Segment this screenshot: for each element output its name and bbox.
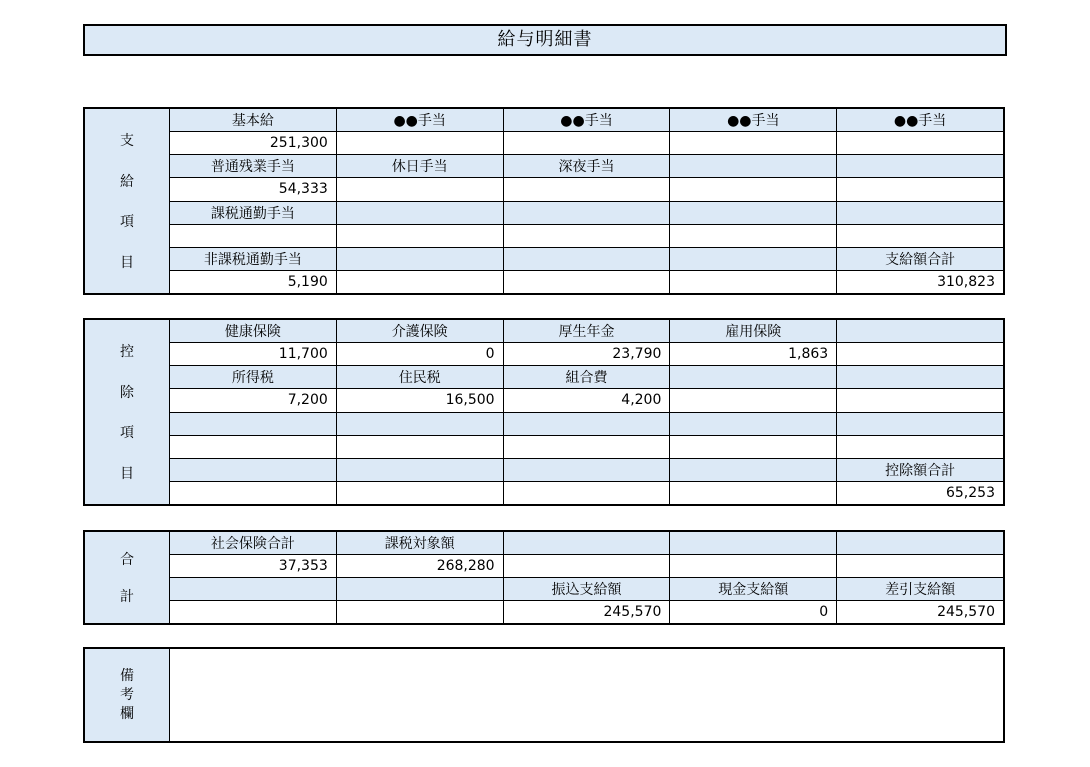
item-label: [336, 578, 503, 600]
totals-side-label: [85, 532, 170, 623]
item-value[interactable]: [336, 225, 503, 247]
item-value[interactable]: [336, 178, 503, 200]
item-label: [336, 459, 503, 481]
item-value[interactable]: [336, 271, 503, 293]
item-label: 差引支給額: [836, 578, 1003, 600]
value-row: [170, 600, 1003, 623]
item-label: 振込支給額: [503, 578, 670, 600]
item-label: 社会保険合計: [170, 532, 336, 554]
item-value[interactable]: 54,333: [170, 178, 336, 200]
side-char: 備: [120, 667, 134, 684]
item-value[interactable]: [503, 482, 670, 504]
side-char: 支: [120, 132, 134, 149]
side-char: 控: [120, 343, 134, 360]
item-value[interactable]: 310,823: [836, 271, 1003, 293]
item-label: [503, 202, 670, 224]
document-title: 給与明細書: [83, 24, 1007, 56]
item-value[interactable]: [336, 482, 503, 504]
item-label: 支給額合計: [836, 248, 1003, 270]
item-value[interactable]: [336, 132, 503, 154]
item-label: ●●手当: [336, 109, 503, 131]
item-label: 住民税: [336, 366, 503, 388]
side-char: 給: [120, 173, 134, 190]
item-value[interactable]: 245,570: [836, 601, 1003, 623]
totals-grid: [170, 532, 1003, 623]
item-value[interactable]: [669, 482, 836, 504]
value-row: [170, 554, 1003, 577]
item-label: 現金支給額: [669, 578, 836, 600]
item-value[interactable]: [836, 436, 1003, 458]
item-value[interactable]: [669, 225, 836, 247]
deductions-section: [83, 318, 1005, 506]
label-row: [170, 247, 1003, 270]
item-value[interactable]: [836, 389, 1003, 411]
item-label: [836, 202, 1003, 224]
item-value[interactable]: [336, 436, 503, 458]
remarks-side-label: [85, 649, 170, 741]
item-value[interactable]: [669, 436, 836, 458]
side-char: 欄: [120, 705, 134, 722]
item-value[interactable]: [669, 271, 836, 293]
item-value[interactable]: 268,280: [336, 555, 503, 577]
item-label: 基本給: [170, 109, 336, 131]
side-char: 目: [120, 466, 134, 483]
label-row: [170, 365, 1003, 388]
value-row: [170, 131, 1003, 154]
side-char: 考: [120, 686, 134, 703]
item-value[interactable]: 16,500: [336, 389, 503, 411]
item-label: [836, 532, 1003, 554]
item-label: 非課税通勤手当: [170, 248, 336, 270]
value-row: [170, 388, 1003, 411]
item-value[interactable]: [503, 271, 670, 293]
item-label: [503, 413, 670, 435]
item-value[interactable]: 65,253: [836, 482, 1003, 504]
item-value[interactable]: 11,700: [170, 343, 336, 365]
item-value[interactable]: [170, 436, 336, 458]
item-value[interactable]: 1,863: [669, 343, 836, 365]
item-label: ●●手当: [669, 109, 836, 131]
item-label: 控除額合計: [836, 459, 1003, 481]
item-value[interactable]: [836, 132, 1003, 154]
side-char: 計: [120, 589, 134, 605]
item-label: 介護保険: [336, 320, 503, 342]
side-char: 合: [120, 552, 134, 568]
totals-section: [83, 530, 1005, 625]
item-value[interactable]: [669, 389, 836, 411]
item-value[interactable]: [669, 132, 836, 154]
item-label: [669, 155, 836, 177]
item-label: [836, 320, 1003, 342]
item-value[interactable]: [336, 601, 503, 623]
item-label: [669, 459, 836, 481]
item-label: [170, 413, 336, 435]
item-value[interactable]: 245,570: [503, 601, 670, 623]
item-value[interactable]: [669, 555, 836, 577]
value-row: [170, 481, 1003, 504]
item-value[interactable]: [836, 343, 1003, 365]
item-label: [669, 366, 836, 388]
label-row: [170, 577, 1003, 600]
item-value[interactable]: 0: [336, 343, 503, 365]
label-row: [170, 412, 1003, 435]
item-label: [836, 366, 1003, 388]
item-value[interactable]: [503, 436, 670, 458]
item-value[interactable]: 5,190: [170, 271, 336, 293]
value-row: [170, 270, 1003, 293]
item-value[interactable]: 251,300: [170, 132, 336, 154]
side-char: 項: [120, 214, 134, 231]
side-char: 除: [120, 384, 134, 401]
label-row: [170, 320, 1003, 342]
deductions-side-label: [85, 320, 170, 504]
item-label: [836, 413, 1003, 435]
item-label: ●●手当: [836, 109, 1003, 131]
label-row: [170, 109, 1003, 131]
item-label: 健康保険: [170, 320, 336, 342]
item-value[interactable]: [503, 178, 670, 200]
item-label: 普通残業手当: [170, 155, 336, 177]
item-label: [669, 532, 836, 554]
item-label: 所得税: [170, 366, 336, 388]
item-label: ●●手当: [503, 109, 670, 131]
item-label: [336, 413, 503, 435]
side-char: 目: [120, 255, 134, 272]
item-label: 課税対象額: [336, 532, 503, 554]
item-label: [503, 248, 670, 270]
label-row: [170, 201, 1003, 224]
item-value[interactable]: [836, 555, 1003, 577]
item-label: 組合費: [503, 366, 670, 388]
remarks-area[interactable]: [170, 649, 1003, 741]
value-row: [170, 342, 1003, 365]
item-value[interactable]: [669, 178, 836, 200]
deductions-grid: [170, 320, 1003, 504]
item-value[interactable]: 0: [669, 601, 836, 623]
item-label: [669, 248, 836, 270]
item-label: [669, 202, 836, 224]
item-value[interactable]: [503, 132, 670, 154]
payments-grid: [170, 109, 1003, 293]
label-row: [170, 154, 1003, 177]
payments-side-label: [85, 109, 170, 293]
item-label: [669, 413, 836, 435]
item-label: 雇用保険: [669, 320, 836, 342]
item-value[interactable]: [503, 555, 670, 577]
item-label: [170, 578, 336, 600]
value-row: [170, 224, 1003, 247]
item-label: [336, 202, 503, 224]
side-char: 項: [120, 425, 134, 442]
item-value[interactable]: [503, 225, 670, 247]
remarks-section: [83, 647, 1005, 743]
value-row: [170, 177, 1003, 200]
value-row: [170, 435, 1003, 458]
item-label: [836, 155, 1003, 177]
item-label: [503, 532, 670, 554]
item-value[interactable]: [170, 601, 336, 623]
item-value[interactable]: [836, 178, 1003, 200]
item-label: 厚生年金: [503, 320, 670, 342]
item-value[interactable]: [836, 225, 1003, 247]
item-value[interactable]: 37,353: [170, 555, 336, 577]
item-label: 課税通勤手当: [170, 202, 336, 224]
item-label: [336, 248, 503, 270]
item-value[interactable]: [170, 482, 336, 504]
item-value[interactable]: 23,790: [503, 343, 670, 365]
label-row: [170, 458, 1003, 481]
label-row: [170, 532, 1003, 554]
item-value[interactable]: 7,200: [170, 389, 336, 411]
item-label: [170, 459, 336, 481]
payments-section: [83, 107, 1005, 295]
item-label: [503, 459, 670, 481]
item-label: 休日手当: [336, 155, 503, 177]
item-value[interactable]: [170, 225, 336, 247]
item-value[interactable]: 4,200: [503, 389, 670, 411]
item-label: 深夜手当: [503, 155, 670, 177]
